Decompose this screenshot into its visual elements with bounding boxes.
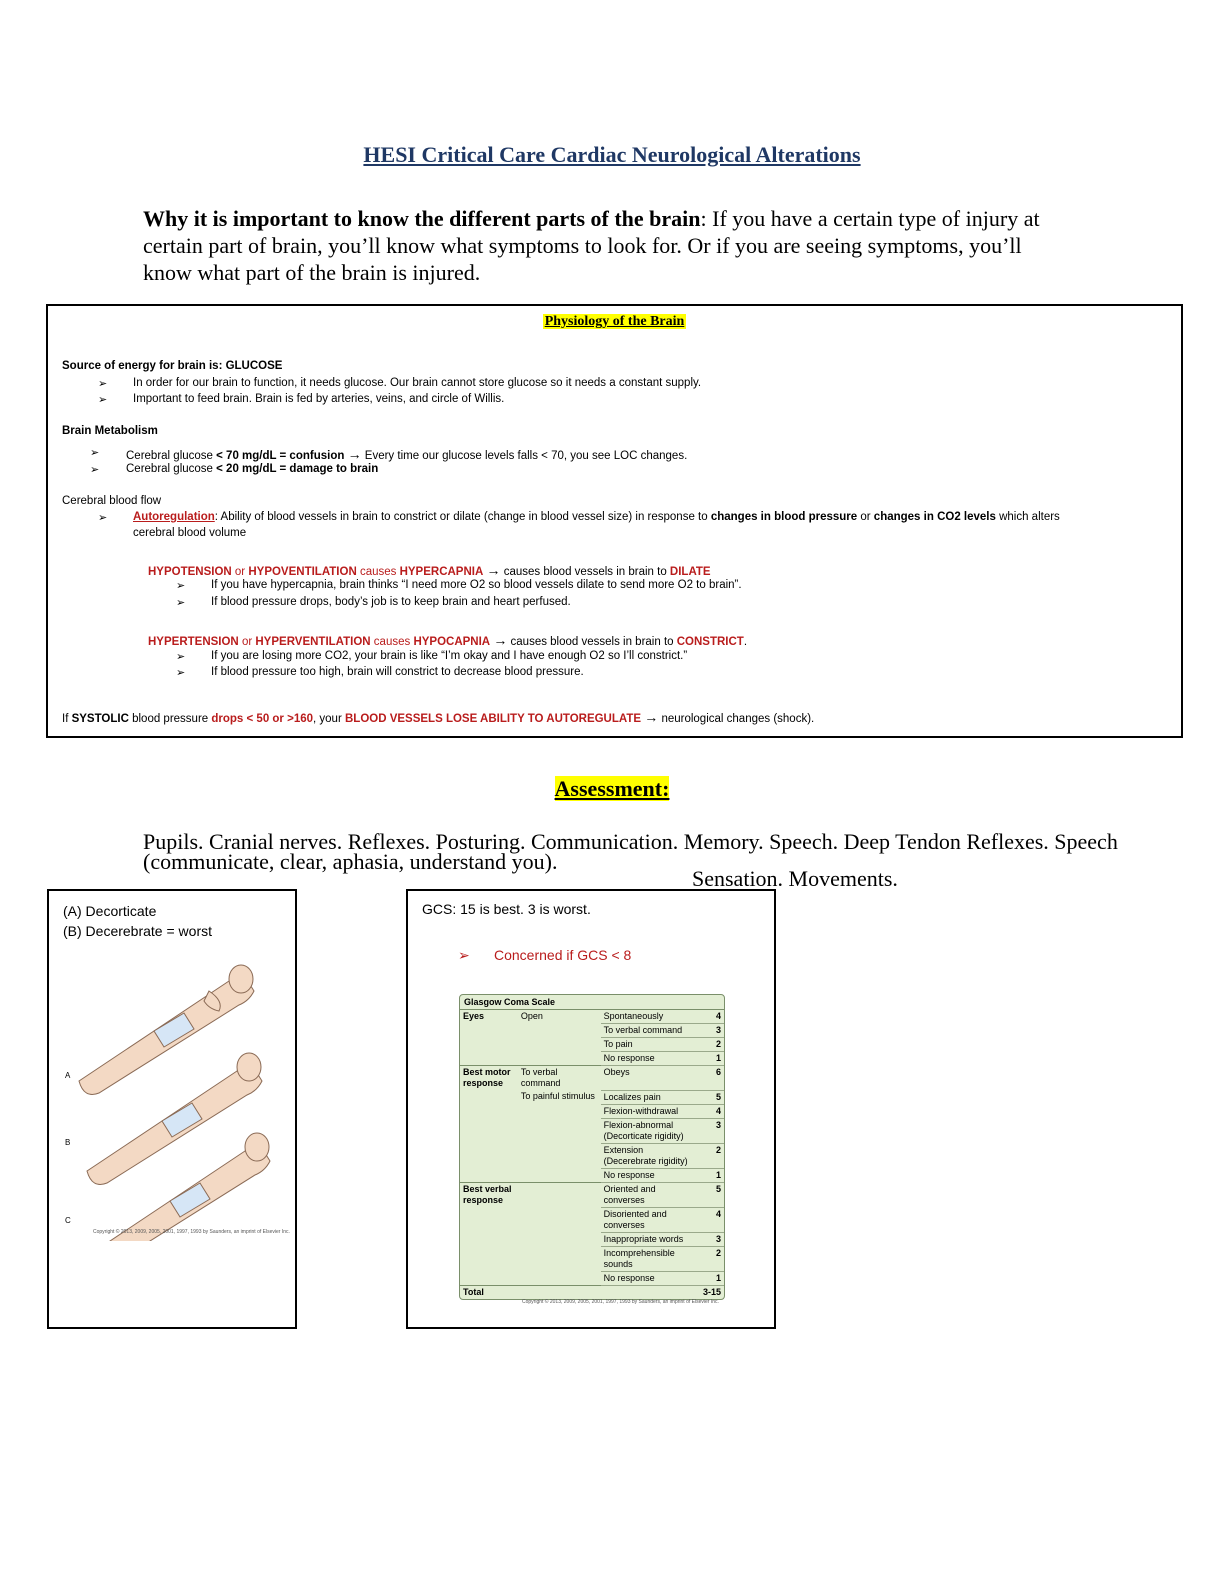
arrow-bullet-icon: ➢ — [98, 378, 108, 390]
gcs-score: 4 — [693, 1104, 724, 1118]
figure-label-b: B — [65, 1138, 71, 1147]
gcs-score: 1 — [693, 1271, 724, 1285]
gcs-response: Incomprehensible sounds — [601, 1246, 694, 1271]
hypotension-bullet: If you have hypercapnia, brain thinks “I need more O2 so blood vessels dilate to send more O2 to brain”. — [211, 579, 742, 591]
arrow-bullet-icon: ➢ — [90, 464, 100, 476]
hypertension-bullet: If you are losing more CO2, your brain is like “I’m okay and I have enough O2 so I’ll constrict.” — [211, 650, 688, 662]
systolic-line: If SYSTOLIC blood pressure drops < 50 or >160, your BLOOD VESSELS LOSE ABILITY TO AUTOREGULATE → neurological changes (shock). — [62, 709, 815, 725]
flow-heading: Cerebral blood flow — [62, 495, 162, 507]
physiology-box — [46, 304, 1183, 738]
gcs-score: 3 — [693, 1232, 724, 1246]
gcs-subcategory: To painful stimulus — [520, 1091, 595, 1101]
autoregulation-line-2: cerebral blood volume — [133, 527, 247, 539]
posturing-copyright: Copyright © 2013, 2009, 2005, 2001, 1997, 1993 by Saunders, an imprint of Elsevier Inc. — [93, 1229, 290, 1235]
gcs-score: 1 — [693, 1168, 724, 1182]
arrow-bullet-icon: ➢ — [176, 651, 186, 663]
metabolism-heading: Brain Metabolism — [62, 425, 158, 437]
right-arrow-icon: → — [486, 562, 501, 578]
gcs-response: Localizes pain — [601, 1090, 694, 1104]
hypertension-bullet: If blood pressure too high, brain will constrict to decrease blood pressure. — [211, 666, 584, 678]
page-title: HESI Critical Care Cardiac Neurological Alterations — [363, 142, 861, 167]
assessment-text: Pupils. Cranial nerves. Reflexes. Posturing. Communication. Memory. Speech. Deep Tendon Reflexes. Speech (communicate, clear, aphasia, understand you). — [143, 829, 1118, 874]
posturing-illustration — [59, 961, 289, 1241]
gcs-concern: Concerned if GCS < 8 — [494, 947, 632, 963]
gcs-subcategory: To verbal command — [518, 1066, 601, 1091]
metabolism-bullet: Cerebral glucose < 70 mg/dL = confusion → Every time our glucose levels falls < 70, you see LOC changes. — [126, 446, 688, 462]
gcs-response: No response — [601, 1168, 694, 1182]
gcs-score: 2 — [693, 1038, 724, 1052]
gcs-score: 5 — [693, 1090, 724, 1104]
arrow-bullet-icon: ➢ — [98, 394, 108, 406]
gcs-response: Oriented and converses — [601, 1182, 694, 1207]
intro-lead: Why it is important to know the different parts of the brain — [143, 206, 701, 231]
gcs-response: No response — [601, 1052, 694, 1066]
gcs-response: To pain — [601, 1038, 694, 1052]
gcs-response: Flexion-withdrawal — [601, 1104, 694, 1118]
gcs-category: Best verbal response — [460, 1182, 518, 1285]
gcs-response: Extension (Decerebrate rigidity) — [601, 1143, 694, 1168]
gcs-score: 2 — [693, 1246, 724, 1271]
assessment-title: Assessment: — [554, 776, 670, 801]
assessment-text-2: Sensation. Movements. — [692, 866, 898, 891]
energy-bullet: In order for our brain to function, it needs glucose. Our brain cannot store glucose so it needs a constant supply. — [133, 377, 702, 389]
gcs-response: Inappropriate words — [601, 1232, 694, 1246]
arrow-bullet-icon: ➢ — [176, 667, 186, 679]
gcs-response: Disoriented and converses — [601, 1207, 694, 1232]
energy-bullet: Important to feed brain. Brain is fed by arteries, veins, and circle of Willis. — [133, 393, 505, 405]
physiology-title: Physiology of the Brain — [544, 314, 685, 329]
gcs-response: To verbal command — [601, 1024, 694, 1038]
right-arrow-icon: → — [493, 632, 508, 648]
arrow-bullet-icon: ➢ — [176, 580, 186, 592]
gcs-category: Best motor response — [460, 1066, 518, 1183]
autoregulation-line: Autoregulation: Ability of blood vessels in brain to constrict or dilate (change in blood vessel size) in response to changes in blood pressure or changes in CO2 levels which alters — [133, 511, 1060, 523]
gcs-category: Eyes — [463, 1011, 485, 1021]
gcs-score: 3 — [693, 1024, 724, 1038]
gcs-score: 4 — [693, 1010, 724, 1024]
gcs-response: Spontaneously — [601, 1010, 694, 1024]
gcs-score: 4 — [693, 1207, 724, 1232]
hypotension-bullet: If blood pressure drops, body’s job is to keep brain and heart perfused. — [211, 596, 571, 608]
figure-label-c: C — [65, 1216, 71, 1225]
gcs-score: 2 — [693, 1143, 724, 1168]
decerebrate-label: (B) Decerebrate = worst — [63, 923, 212, 939]
gcs-response: Obeys — [601, 1066, 694, 1091]
arrow-bullet-icon: ➢ — [90, 447, 100, 459]
gcs-heading: GCS: 15 is best. 3 is worst. — [422, 901, 591, 917]
right-arrow-icon: → — [347, 446, 362, 462]
right-arrow-icon: → — [644, 709, 659, 725]
gcs-box — [406, 889, 776, 1329]
hypertension-line: HYPERTENSION or HYPERVENTILATION causes HYPOCAPNIA → causes blood vessels in brain to CONSTRICT. — [148, 632, 748, 648]
gcs-score: 6 — [693, 1066, 724, 1091]
gcs-total-label: Total — [460, 1285, 693, 1299]
arrow-bullet-icon: ➢ — [458, 947, 470, 963]
decorticate-label: (A) Decorticate — [63, 903, 157, 919]
gcs-score: 5 — [693, 1182, 724, 1207]
gcs-table — [459, 994, 725, 1300]
gcs-table-title: Glasgow Coma Scale — [460, 995, 724, 1010]
gcs-response: Flexion-abnormal (Decorticate rigidity) — [601, 1118, 694, 1143]
arrow-bullet-icon: ➢ — [176, 597, 186, 609]
gcs-subcategory: Open — [520, 1011, 543, 1021]
gcs-response: No response — [601, 1271, 694, 1285]
energy-heading: Source of energy for brain is: GLUCOSE — [62, 360, 283, 372]
intro-paragraph — [143, 205, 1063, 286]
posturing-box — [47, 889, 297, 1329]
gcs-score: 3 — [693, 1118, 724, 1143]
metabolism-bullet: Cerebral glucose < 20 mg/dL = damage to brain — [126, 463, 379, 475]
gcs-total-value: 3-15 — [693, 1285, 724, 1299]
arrow-bullet-icon: ➢ — [98, 512, 108, 524]
gcs-score: 1 — [693, 1052, 724, 1066]
hypotension-line: HYPOTENSION or HYPOVENTILATION causes HYPERCAPNIA → causes blood vessels in brain to DILATE — [148, 562, 711, 578]
gcs-copyright: Copyright © 2013, 2009, 2005, 2001, 1997, 1993 by Saunders, an imprint of Elsevier Inc. — [522, 1299, 719, 1305]
intro-body: : If you have a certain type of injury at certain part of brain, you’ll know what symptoms to look for. Or if you are seeing symptoms, you’ll know what part of the brain is injured. — [143, 206, 1040, 285]
figure-label-a: A — [65, 1071, 71, 1080]
